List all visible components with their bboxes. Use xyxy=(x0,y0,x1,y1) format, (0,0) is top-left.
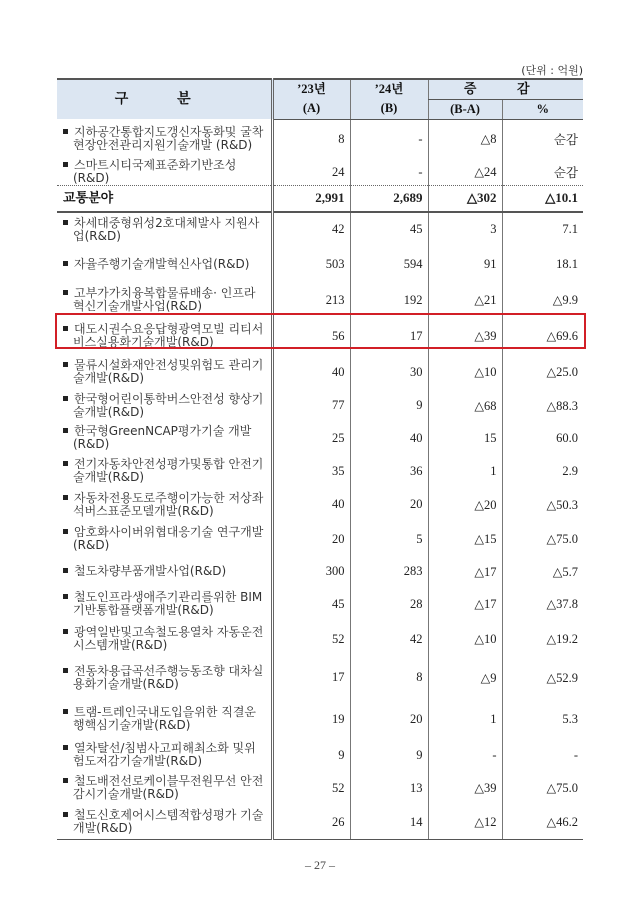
cell-a: 8 xyxy=(338,131,345,146)
cell-a: 213 xyxy=(325,292,345,307)
cell-pct: △19.2 xyxy=(502,622,583,657)
cell-pct: △46.2 xyxy=(502,806,583,840)
cell-b: 594 xyxy=(350,247,428,283)
square-bullet-icon xyxy=(63,290,68,295)
subtotal-a: 2,991 xyxy=(272,186,350,212)
subtotal-pct: △10.1 xyxy=(502,186,583,212)
cell-a: 40 xyxy=(332,497,345,511)
table-row xyxy=(57,247,583,283)
table-row-highlighted xyxy=(57,318,583,355)
cell-a: 42 xyxy=(332,222,345,236)
row-label: 스마트시티국제표준화기반조성(R&D) xyxy=(73,158,237,185)
row-name xyxy=(57,390,272,422)
cell-b: 5 xyxy=(350,522,428,557)
cell-diff: △24 xyxy=(428,159,502,186)
header-2023: ’23년 xyxy=(272,79,350,99)
cell-b: 45 xyxy=(350,212,428,247)
square-bullet-icon xyxy=(63,261,68,266)
cell-a: 35 xyxy=(332,463,345,478)
cell-diff: 1 xyxy=(428,699,502,740)
row-label: 한국형GreenNCAP평가기술 개발(R&D) xyxy=(73,424,252,451)
cell-pct: △25.0 xyxy=(502,355,583,390)
cell-pct: △9.9 xyxy=(502,283,583,318)
subtotal-diff: △302 xyxy=(428,186,502,212)
table-row xyxy=(57,212,583,247)
table-row xyxy=(57,740,583,771)
square-bullet-icon xyxy=(63,778,68,783)
cell-a: 17 xyxy=(332,670,345,684)
cell-pct: △37.8 xyxy=(502,587,583,622)
cell-diff: 3 xyxy=(428,212,502,247)
cell-pct: 7.1 xyxy=(502,212,583,247)
table-row xyxy=(57,159,583,186)
row-name xyxy=(57,283,272,318)
table-row xyxy=(57,587,583,622)
square-bullet-icon xyxy=(63,129,68,134)
cell-b: 192 xyxy=(350,283,428,318)
square-bullet-icon xyxy=(63,812,68,817)
header-diff: (B-A) xyxy=(428,99,502,119)
cell-diff: △12 xyxy=(428,806,502,840)
row-name xyxy=(57,522,272,557)
cell-a: 56 xyxy=(332,328,345,343)
square-bullet-icon xyxy=(63,629,68,634)
cell-b: 20 xyxy=(350,699,428,740)
square-bullet-icon xyxy=(63,709,68,714)
cell-a: 26 xyxy=(272,806,350,840)
cell-diff: △17 xyxy=(428,557,502,587)
row-name xyxy=(57,247,272,283)
cell-b: 9 xyxy=(350,740,428,771)
square-bullet-icon xyxy=(63,668,68,673)
row-label: 지하공간통합지도갱신자동화및 굴착현장안전관리지원기술개발 (R&D) xyxy=(73,125,264,152)
table-row xyxy=(57,699,583,740)
cell-b: 8 xyxy=(350,657,428,699)
row-label: 철도신호제어시스템적합성평가 기술개발(R&D) xyxy=(73,808,264,836)
row-name xyxy=(57,318,272,355)
table-row xyxy=(57,806,583,840)
square-bullet-icon xyxy=(63,220,68,225)
square-bullet-icon xyxy=(63,495,68,500)
header-change: 증 감 xyxy=(428,79,583,99)
cell-diff: △8 xyxy=(428,119,502,159)
row-label: 전동차용급곡선주행능동조향 대차실용화기술개발(R&D) xyxy=(73,663,264,691)
cell-diff: △9 xyxy=(428,657,502,699)
square-bullet-icon xyxy=(63,461,68,466)
cell-a: 25 xyxy=(332,430,345,445)
cell-pct: △52.9 xyxy=(502,657,583,699)
cell-a: 300 xyxy=(325,564,345,578)
cell-pct: △50.3 xyxy=(502,488,583,522)
table-row xyxy=(57,119,583,159)
cell-diff: △68 xyxy=(428,390,502,422)
table-row xyxy=(57,622,583,657)
row-label: 열차탈선/침범사고피해최소화 및위험도저감기술개발(R&D) xyxy=(73,741,256,768)
row-label: 철도차량부품개발사업(R&D) xyxy=(74,564,227,578)
cell-pct: 순감 xyxy=(502,159,583,186)
row-label: 대도시권수요응답형광역모빌 리티서비스실용화기술개발(R&D) xyxy=(73,322,264,349)
cell-a: 52 xyxy=(332,780,345,795)
cell-b: 17 xyxy=(350,318,428,355)
cell-pct: △5.7 xyxy=(502,557,583,587)
header-2024: ’24년 xyxy=(350,79,428,99)
cell-pct: △88.3 xyxy=(502,390,583,422)
cell-diff: △21 xyxy=(428,283,502,318)
square-bullet-icon xyxy=(63,396,68,401)
row-name xyxy=(57,422,272,455)
cell-pct: 60.0 xyxy=(502,422,583,455)
square-bullet-icon xyxy=(63,428,68,433)
table-row xyxy=(57,390,583,422)
table-row xyxy=(57,355,583,390)
row-name xyxy=(57,622,272,657)
cell-b: - xyxy=(350,119,428,159)
row-label: 트램-트레인국내도입을위한 직결운행핵심기술개발(R&D) xyxy=(73,705,257,732)
cell-diff: 15 xyxy=(428,422,502,455)
row-name xyxy=(57,806,272,840)
cell-a: 40 xyxy=(332,364,345,379)
cell-b: 13 xyxy=(350,771,428,806)
subtotal-name: 교통분야 xyxy=(57,186,272,212)
cell-b: 20 xyxy=(350,488,428,522)
cell-b: 283 xyxy=(350,557,428,587)
row-name xyxy=(57,355,272,390)
cell-pct: 18.1 xyxy=(502,247,583,283)
header-b: (B) xyxy=(350,99,428,119)
cell-b: 14 xyxy=(350,806,428,840)
cell-pct: 2.9 xyxy=(502,455,583,488)
cell-b: 36 xyxy=(350,455,428,488)
row-name xyxy=(57,455,272,488)
cell-diff: △20 xyxy=(428,488,502,522)
table-row xyxy=(57,771,583,806)
unit-label: (단위 : 억원) xyxy=(521,64,583,77)
cell-pct: △75.0 xyxy=(502,771,583,806)
cell-diff: - xyxy=(428,740,502,771)
square-bullet-icon xyxy=(63,529,68,534)
row-label: 광역일반및고속철도용열차 자동운전시스템개발(R&D) xyxy=(73,625,264,652)
cell-a: 19 xyxy=(332,711,345,726)
row-name xyxy=(57,699,272,740)
cell-diff: △17 xyxy=(428,587,502,622)
square-bullet-icon xyxy=(63,326,68,331)
budget-table-container xyxy=(57,78,583,840)
row-name xyxy=(57,488,272,522)
cell-pct: - xyxy=(502,740,583,771)
table-row xyxy=(57,422,583,455)
row-name xyxy=(57,657,272,699)
cell-b: 30 xyxy=(350,355,428,390)
square-bullet-icon xyxy=(63,162,68,167)
cell-b: 9 xyxy=(350,390,428,422)
cell-b: 28 xyxy=(350,587,428,622)
row-label: 자율주행기술개발혁신사업(R&D) xyxy=(74,257,250,271)
row-name xyxy=(57,119,272,159)
subtotal-row xyxy=(57,186,583,212)
cell-diff: △10 xyxy=(428,622,502,657)
row-label: 자동차전용도로주행이가능한 저상좌석버스표준모델개발(R&D) xyxy=(73,490,264,518)
table-row xyxy=(57,283,583,318)
cell-a: 24 xyxy=(332,164,345,179)
square-bullet-icon xyxy=(63,362,68,367)
row-label: 물류시설화재안전성및위험도 관리기술개발(R&D) xyxy=(73,358,264,385)
cell-a: 503 xyxy=(325,257,345,271)
table-row xyxy=(57,455,583,488)
cell-a: 20 xyxy=(332,531,345,546)
table-row xyxy=(57,657,583,699)
row-name xyxy=(57,771,272,806)
row-label: 암호화사이버위협대응기술 연구개발(R&D) xyxy=(73,525,264,552)
cell-pct: 순감 xyxy=(502,119,583,159)
cell-diff: △15 xyxy=(428,522,502,557)
row-label: 철도인프라생애주기관리를위한 BIM기반통합플랫폼개발(R&D) xyxy=(73,590,263,617)
row-label: 철도배전선로케이블무전원무선 안전감시기술개발(R&D) xyxy=(73,774,264,801)
cell-pct: △75.0 xyxy=(502,522,583,557)
table-row xyxy=(57,488,583,522)
page-number: – 27 – xyxy=(305,858,335,872)
budget-table xyxy=(57,78,583,840)
row-name xyxy=(57,212,272,247)
row-name xyxy=(57,159,272,186)
table-row xyxy=(57,557,583,587)
cell-pct: △69.6 xyxy=(502,318,583,355)
cell-diff: △39 xyxy=(428,318,502,355)
row-name xyxy=(57,557,272,587)
cell-a: 52 xyxy=(332,631,345,646)
square-bullet-icon xyxy=(63,594,68,599)
cell-a: 77 xyxy=(332,398,345,412)
header-category: 구 분 xyxy=(57,79,272,119)
square-bullet-icon xyxy=(63,568,68,573)
cell-diff: △10 xyxy=(428,355,502,390)
cell-b: 42 xyxy=(350,622,428,657)
row-name xyxy=(57,740,272,771)
row-label: 차세대중형위성2호대체발사 지원사업(R&D) xyxy=(73,215,260,243)
subtotal-b: 2,689 xyxy=(350,186,428,212)
row-label: 고부가가치융복합물류배송· 인프라혁신기술개발사업(R&D) xyxy=(73,286,256,313)
cell-diff: △39 xyxy=(428,771,502,806)
square-bullet-icon xyxy=(63,745,68,750)
row-label: 한국형어린이통학버스안전성 향상기술개발(R&D) xyxy=(73,391,264,419)
header-pct: % xyxy=(502,99,583,119)
cell-pct: 5.3 xyxy=(502,699,583,740)
table-row xyxy=(57,522,583,557)
cell-b: - xyxy=(350,159,428,186)
row-name xyxy=(57,587,272,622)
row-label: 전기자동차안전성평가및통합 안전기술개발(R&D) xyxy=(73,457,264,484)
cell-a: 9 xyxy=(338,747,345,762)
cell-diff: 91 xyxy=(428,247,502,283)
cell-diff: 1 xyxy=(428,455,502,488)
cell-b: 40 xyxy=(350,422,428,455)
cell-a: 45 xyxy=(332,596,345,611)
header-a: (A) xyxy=(272,99,350,119)
